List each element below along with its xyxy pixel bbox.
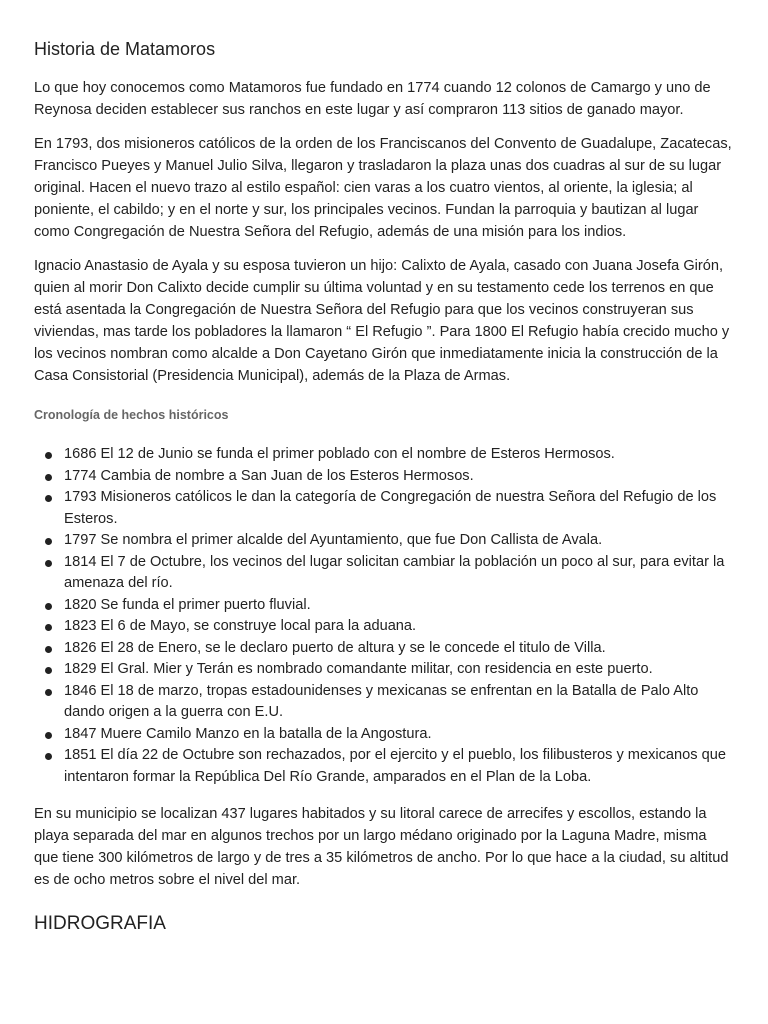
timeline-item: 1826 El 28 de Enero, se le declaro puerto de altura y se le concede el titulo de Villa. [34,638,734,660]
timeline-item: 1814 El 7 de Octubre, los vecinos del lugar solicitan cambiar la población un poco al sur, para evitar la amenaza del río. [34,552,734,595]
timeline-item: 1823 El 6 de Mayo, se construye local para la aduana. [34,616,734,638]
timeline-heading: Cronología de hechos históricos [34,408,229,422]
timeline-item: 1820 Se funda el primer puerto fluvial. [34,595,734,617]
paragraph-missionaries: En 1793, dos misioneros católicos de la orden de los Franciscanos del Convento de Guadalupe, Zacatecas, Francisco Pueyes y Manuel Julio Silva, llegaron y trasladaron la plaza unas dos cuadras al sur de su lugar original. Hacen el nuevo trazo al estilo español: cien varas a los cuatro vientos, al oriente, la iglesia; al poniente, el cabildo; y en el norte y sur, los principales vecinos. Fundan la parroquia y bautizan al lugar como Congregación de Nuestra Señora del Refugio, además de una misión para los indios. [34,136,732,240]
paragraph-el-refugio: Ignacio Anastasio de Ayala y su esposa tuvieron un hijo: Calixto de Ayala, casado con Juana Josefa Girón, quien al morir Don Calixto decide cumplir su última voluntad y en su testamento cede los terrenos en que está asentada la Congregación de Nuestra Señora del Refugio para que los vecinos construyeran sus viviendas, mas tarde los pobladores la llamaron “ El Refugio ”. Para 1800 El Refugio había crecido mucho y los vecinos nombran como alcalde a Don Cayetano Girón que inmediatamente inicia la construcción de la Casa Consistorial (Presidencia Municipal), además de la Plaza de Armas. [34,258,730,384]
timeline-item: 1774 Cambia de nombre a San Juan de los Esteros Hermosos. [34,466,734,488]
timeline-item: 1851 El día 22 de Octubre son rechazados, por el ejercito y el pueblo, los filibusteros y mexicanos que intentaron formar la República Del Río Grande, amparados en el Plan de la Loba. [34,745,734,788]
timeline-item: 1847 Muere Camilo Manzo en la batalla de la Angostura. [34,724,734,746]
timeline-item: 1829 El Gral. Mier y Terán es nombrado comandante militar, con residencia en este puerto. [34,659,734,681]
timeline-item: 1797 Se nombra el primer alcalde del Ayuntamiento, que fue Don Callista de Avala. [34,530,734,552]
timeline-list [34,444,734,788]
timeline-item: 1686 El 12 de Junio se funda el primer poblado con el nombre de Esteros Hermosos. [34,444,734,466]
paragraph-founding: Lo que hoy conocemos como Matamoros fue fundado en 1774 cuando 12 colonos de Camargo y uno de Reynosa deciden establecer sus ranchos en este lugar y así compraron 113 sitios de ganado mayor. [34,80,711,118]
paragraph-municipality: En su municipio se localizan 437 lugares habitados y su litoral carece de arrecifes y escollos, estando la playa separada del mar en algunos trechos por un largo médano originado por la Laguna Madre, misma que tiene 300 kilómetros de largo y de tres a 35 kilómetros de ancho. Por lo que hace a la ciudad, su altitud es de ocho metros sobre el nivel del mar. [34,806,729,888]
timeline-item: 1846 El 18 de marzo, tropas estadounidenses y mexicanas se enfrentan en la Batalla de Palo Alto dando origen a la guerra con E.U. [34,681,734,724]
section-heading-hidrografia: HIDROGRAFIA [34,913,166,934]
timeline-item: 1793 Misioneros católicos le dan la categoría de Congregación de nuestra Señora del Refugio de los Esteros. [34,487,734,530]
page-title: Historia de Matamoros [34,39,216,59]
